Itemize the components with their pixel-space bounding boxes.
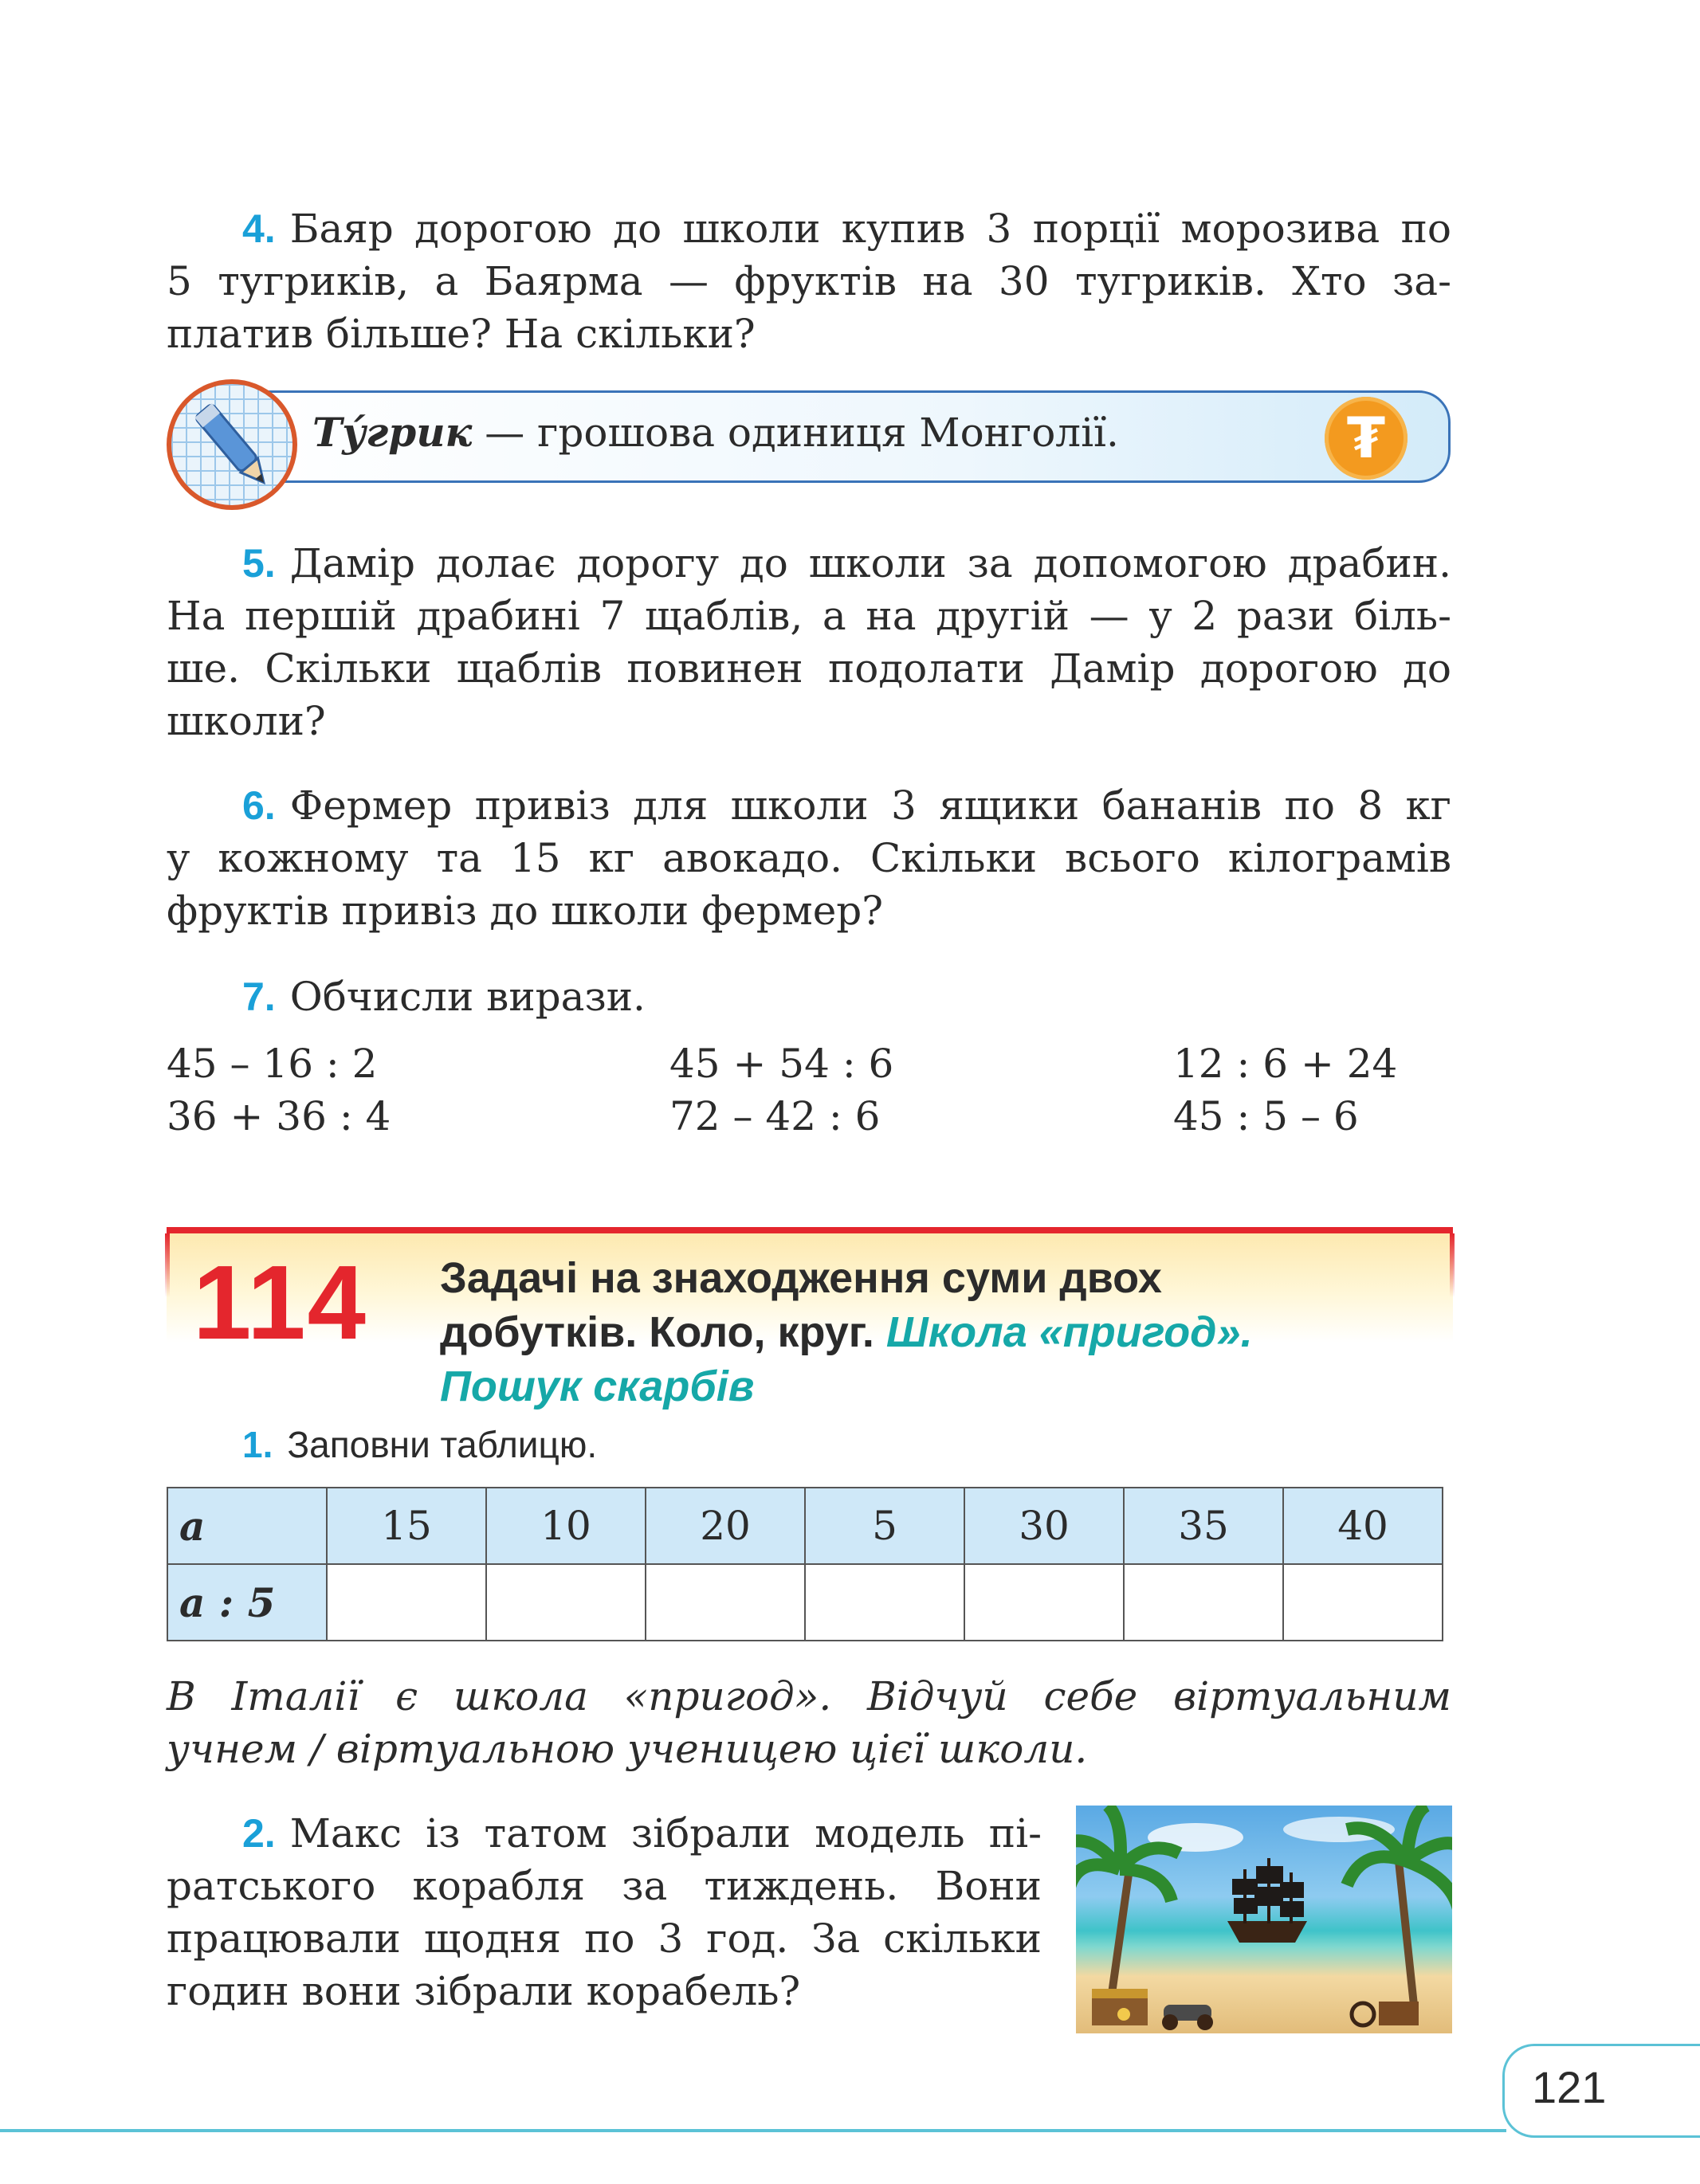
expression: 12 : 6 + 24: [1173, 1041, 1398, 1087]
fill-table: [167, 1487, 1443, 1641]
task-5-line-3: ше. Скільки щаблів повинен подолати Дамір дорогою до: [167, 645, 1451, 692]
lesson-title-line-2: добутків. Коло, круг. Школа «пригод».: [440, 1308, 1253, 1356]
empty-cell[interactable]: [327, 1564, 486, 1641]
lesson-task-2-line-3: працювали щодня по 3 год. За скільки: [167, 1915, 1042, 1962]
task-4-line-3: платив більше? На скільки?: [167, 311, 756, 357]
task-number: 6.: [242, 783, 276, 828]
task-7: [167, 970, 1451, 1023]
task-number: 5.: [242, 541, 276, 586]
bottom-divider: [0, 2129, 1506, 2132]
table-cell: 10: [486, 1488, 646, 1564]
note-line-2: учнем / віртуальною ученицею цієї школи.: [167, 1726, 1088, 1772]
lesson-number: 114: [193, 1244, 367, 1361]
empty-cell[interactable]: [486, 1564, 646, 1641]
task-number: 4.: [242, 206, 276, 251]
pirate-ship-image: [1076, 1806, 1452, 2033]
task-number: 2.: [242, 1811, 276, 1856]
italic-note: [167, 1670, 1451, 1775]
lesson-title-line-1: Задачі на знаходження суми двох: [440, 1254, 1162, 1302]
lesson-task-1-text: Заповни таблицю.: [287, 1424, 598, 1465]
table-cell: 15: [327, 1488, 486, 1564]
table-cell: 30: [964, 1488, 1124, 1564]
task-7-text: Обчисли вирази.: [289, 974, 646, 1020]
expression: 45 : 5 – 6: [1173, 1093, 1359, 1139]
table-row-header: a : 5: [167, 1564, 327, 1641]
empty-cell[interactable]: [805, 1564, 964, 1641]
lesson-task-2-line-2: ратського корабля за тиждень. Вони: [167, 1863, 1042, 1909]
lesson-task-2-line-4: годин вони зібрали корабель?: [167, 1968, 801, 2014]
definition-term: Ту́грик: [312, 409, 473, 456]
lesson-task-2: [167, 1807, 1042, 2017]
lesson-title-line-3: Пошук скарбів: [440, 1363, 755, 1410]
tugrik-coin-icon: ₮: [1325, 397, 1408, 480]
task-number: 7.: [242, 974, 276, 1019]
empty-cell[interactable]: [1124, 1564, 1283, 1641]
table-row: [167, 1564, 1443, 1641]
lesson-task-2-line-1: Макс із татом зібрали модель пі-: [289, 1810, 1042, 1857]
table-row: [167, 1488, 1443, 1564]
task-5-line-2: На першій драбині 7 щаблів, а на другій — у 2 рази біль-: [167, 593, 1451, 639]
empty-cell[interactable]: [964, 1564, 1124, 1641]
page-number: 121: [1532, 2062, 1607, 2112]
table-row-header: a: [167, 1488, 327, 1564]
empty-cell[interactable]: [646, 1564, 805, 1641]
note-line-1: В Італії є школа «пригод». Відчуй себе віртуальним: [167, 1673, 1451, 1719]
expression: 36 + 36 : 4: [167, 1093, 391, 1139]
task-6-line-1: Фермер привіз для школи 3 ящики бананів по 8 кг: [289, 782, 1451, 829]
lesson-task-1: [242, 1418, 597, 1471]
definition-text: [312, 406, 1119, 459]
task-5-line-4: школи?: [167, 698, 326, 744]
task-4: [167, 202, 1451, 360]
task-4-line-2: 5 тугриків, а Баярма — фруктів на 30 тугриків. Хто за-: [167, 258, 1451, 304]
table-cell: 5: [805, 1488, 964, 1564]
definition-body: — грошова одиниця Монголії.: [472, 410, 1119, 456]
task-number: 1.: [242, 1424, 273, 1465]
expression: 45 + 54 : 6: [669, 1041, 894, 1087]
task-6-line-2: у кожному та 15 кг авокадо. Скільки всього кілограмів: [167, 835, 1451, 881]
table-cell: 20: [646, 1488, 805, 1564]
table-cell: 35: [1124, 1488, 1283, 1564]
lesson-title: [440, 1251, 1460, 1414]
expression: 72 – 42 : 6: [669, 1093, 881, 1139]
task-6: [167, 779, 1451, 937]
expression: 45 – 16 : 2: [167, 1041, 378, 1087]
table-cell: 40: [1283, 1488, 1443, 1564]
pencil-icon: [167, 379, 297, 510]
task-4-line-1: Баяр дорогою до школи купив 3 порції морозива по: [289, 206, 1451, 252]
task-6-line-3: фруктів привіз до школи фермер?: [167, 888, 884, 934]
task-5-line-1: Дамір долає дорогу до школи за допомогою драбин.: [289, 540, 1451, 586]
empty-cell[interactable]: [1283, 1564, 1443, 1641]
task-5: [167, 537, 1451, 747]
